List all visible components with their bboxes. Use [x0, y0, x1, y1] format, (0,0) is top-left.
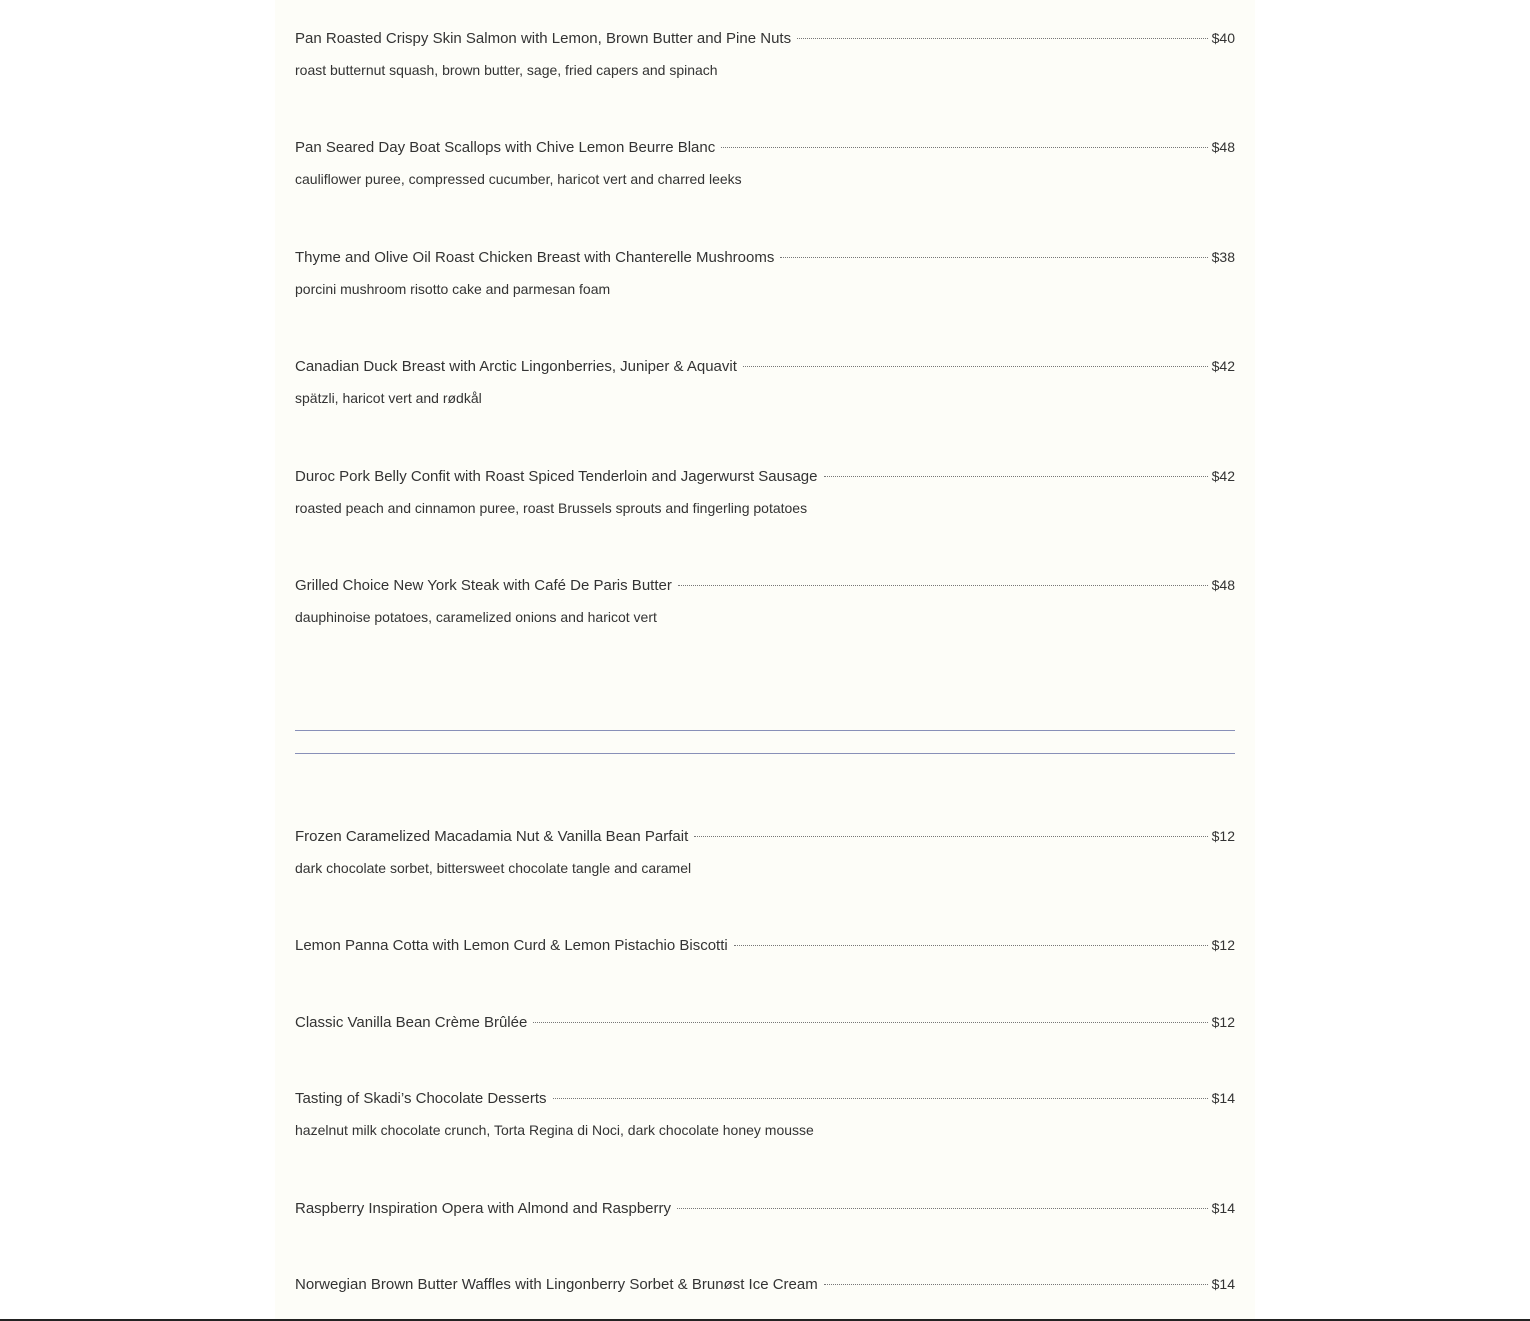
- item-price: $48: [1211, 139, 1235, 155]
- item-price: $38: [1211, 249, 1235, 265]
- section-divider-top: [295, 730, 1235, 731]
- item-row: [295, 27, 1235, 49]
- menu-item: [295, 27, 1235, 79]
- item-description: dark chocolate sorbet, bittersweet chocolate tangle and caramel: [295, 860, 692, 876]
- menu-item: [295, 465, 1235, 517]
- dot-leader: [734, 945, 1208, 946]
- item-price: $42: [1211, 358, 1235, 374]
- item-price: $12: [1211, 1014, 1235, 1030]
- item-row: [295, 574, 1235, 596]
- item-name: Norwegian Brown Butter Waffles with Lingonberry Sorbet & Brunøst Ice Cream: [295, 1276, 818, 1293]
- item-price: $12: [1211, 937, 1235, 953]
- menu-item: [295, 355, 1235, 407]
- item-description: roast butternut squash, brown butter, sage, fried capers and spinach: [295, 62, 718, 78]
- item-row: [295, 246, 1235, 268]
- item-name: Pan Seared Day Boat Scallops with Chive Lemon Beurre Blanc: [295, 139, 716, 156]
- item-name: Tasting of Skadi’s Chocolate Desserts: [295, 1090, 547, 1107]
- item-row: [295, 465, 1235, 487]
- item-description: porcini mushroom risotto cake and parmesan foam: [295, 281, 611, 297]
- menu-item: [295, 825, 1235, 877]
- menu-item: [295, 136, 1235, 188]
- item-price: $48: [1211, 577, 1235, 593]
- item-description: dauphinoise potatoes, caramelized onions and haricot vert: [295, 609, 657, 625]
- item-name: Pan Roasted Crispy Skin Salmon with Lemon, Brown Butter and Pine Nuts: [295, 30, 792, 47]
- item-name: Thyme and Olive Oil Roast Chicken Breast with Chanterelle Mushrooms: [295, 249, 775, 266]
- item-row: [295, 934, 1235, 956]
- menu-item: [295, 934, 1235, 956]
- menu-item: [295, 1197, 1235, 1219]
- item-name: Canadian Duck Breast with Arctic Lingonberries, Juniper & Aquavit: [295, 358, 737, 375]
- item-price: $14: [1211, 1200, 1235, 1216]
- item-name: Frozen Caramelized Macadamia Nut & Vanilla Bean Parfait: [295, 828, 689, 845]
- item-description: cauliflower puree, compressed cucumber, haricot vert and charred leeks: [295, 171, 742, 187]
- item-name: Raspberry Inspiration Opera with Almond and Raspberry: [295, 1200, 672, 1217]
- menu-item: [295, 246, 1235, 298]
- item-row: [295, 1197, 1235, 1219]
- section-divider-bottom: [295, 753, 1235, 754]
- item-price: $14: [1211, 1276, 1235, 1292]
- dot-leader: [678, 585, 1208, 586]
- item-description: spätzli, haricot vert and rødkål: [295, 390, 482, 406]
- item-description: hazelnut milk chocolate crunch, Torta Regina di Noci, dark chocolate honey mousse: [295, 1122, 814, 1138]
- item-row: [295, 355, 1235, 377]
- dot-leader: [743, 366, 1208, 367]
- item-price: $40: [1211, 30, 1235, 46]
- item-row: [295, 1087, 1235, 1109]
- dot-leader: [780, 257, 1207, 258]
- item-row: [295, 136, 1235, 158]
- dot-leader: [677, 1208, 1208, 1209]
- menu-item: [295, 1011, 1235, 1033]
- menu-page: [275, 0, 1255, 1319]
- item-row: [295, 1273, 1235, 1295]
- item-price: $42: [1211, 468, 1235, 484]
- menu-item: [295, 574, 1235, 626]
- item-price: $14: [1211, 1090, 1235, 1106]
- dot-leader: [824, 1284, 1208, 1285]
- item-name: Duroc Pork Belly Confit with Roast Spiced Tenderloin and Jagerwurst Sausage: [295, 468, 818, 485]
- dot-leader: [553, 1098, 1208, 1099]
- dot-leader: [797, 38, 1208, 39]
- item-name: Classic Vanilla Bean Crème Brûlée: [295, 1014, 528, 1031]
- item-price: $12: [1211, 828, 1235, 844]
- item-description: roasted peach and cinnamon puree, roast Brussels sprouts and fingerling potatoes: [295, 500, 808, 516]
- dot-leader: [721, 147, 1207, 148]
- dot-leader: [824, 476, 1208, 477]
- item-name: Lemon Panna Cotta with Lemon Curd & Lemon Pistachio Biscotti: [295, 937, 728, 954]
- item-name: Grilled Choice New York Steak with Café De Paris Butter: [295, 577, 672, 594]
- dot-leader: [533, 1022, 1207, 1023]
- dot-leader: [694, 836, 1207, 837]
- item-row: [295, 1011, 1235, 1033]
- menu-item: [295, 1273, 1235, 1295]
- item-row: [295, 825, 1235, 847]
- menu-item: [295, 1087, 1235, 1139]
